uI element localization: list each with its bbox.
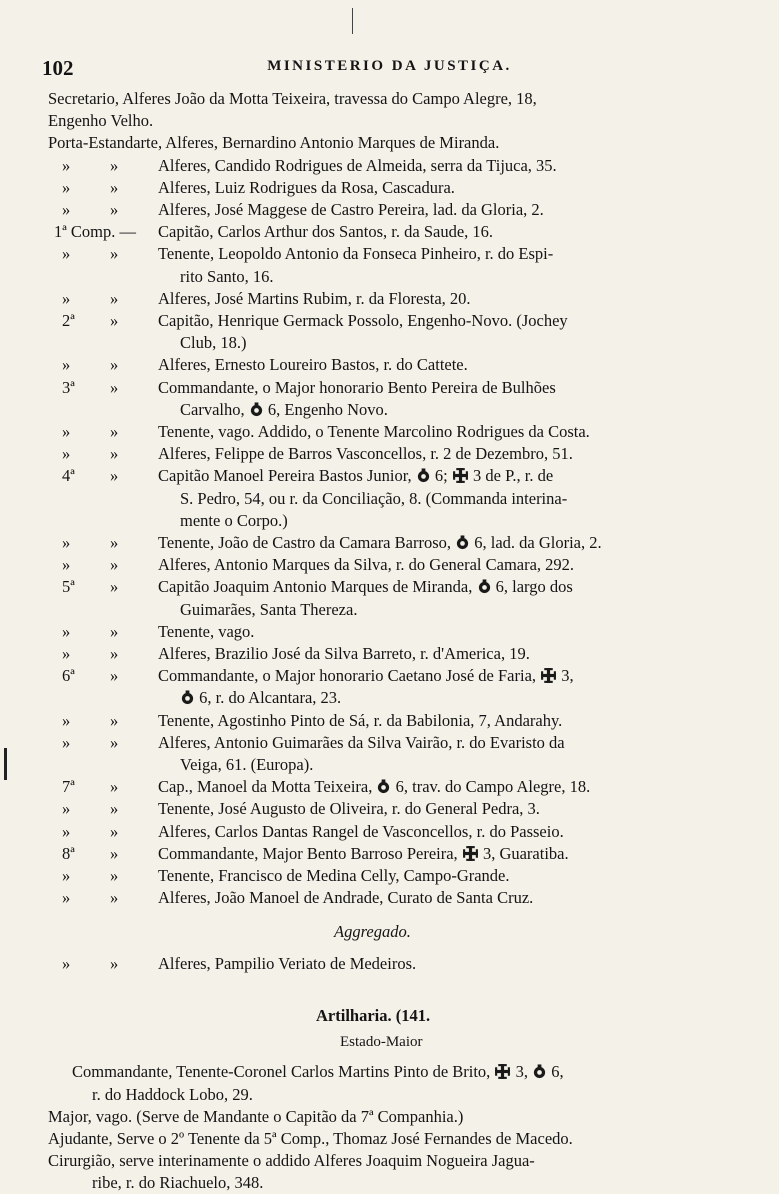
text-line: [0, 332, 779, 354]
company-marker: »: [62, 422, 71, 441]
estado-maior-heading: [0, 1031, 779, 1053]
text-fragment: 6,: [551, 1062, 564, 1082]
company-marker: »: [62, 732, 71, 752]
rose-order-icon: [376, 779, 391, 794]
rose-order-icon: [532, 1064, 547, 1079]
entry-text: Tenente, Leopoldo Antonio da Fonseca Pinheiro, r. do Espi-: [158, 244, 554, 264]
artilharia-heading-text: Artilharia. (141.: [316, 1006, 431, 1026]
ditto-marker: »: [110, 355, 119, 375]
ditto-marker: »: [110, 843, 119, 863]
text-line: [0, 687, 779, 709]
text-fragment: 6, largo dos: [495, 577, 573, 597]
text-line: [0, 510, 779, 532]
entry-text: [158, 843, 569, 865]
top-rule: [352, 8, 353, 34]
text-line: [0, 221, 779, 243]
text-line: [0, 599, 779, 621]
entry-text: Alferes, Antonio Guimarães da Silva Vairão, r. do Evaristo da: [158, 732, 565, 752]
text-fragment: 3,: [515, 1062, 528, 1082]
ditto-marker: »: [110, 621, 119, 641]
ditto-marker: »: [110, 555, 119, 575]
text-line: [0, 953, 779, 975]
ditto-marker: »: [110, 200, 119, 219]
text-line: [0, 576, 779, 598]
company-marker: »: [62, 288, 71, 308]
text-line: [0, 798, 779, 820]
text-line: [0, 110, 779, 132]
text-line: [0, 399, 779, 421]
ditto-marker: »: [110, 155, 119, 175]
text-fragment: Capitão Manoel Pereira Bastos Junior,: [158, 466, 412, 486]
entry-text: Alferes, Luiz Rodrigues da Rosa, Cascadura.: [158, 177, 455, 197]
text-line: [0, 843, 779, 865]
ditto-marker: »: [110, 799, 119, 819]
text-fragment: 6, Engenho Novo.: [267, 399, 388, 419]
entry-text: Capitão, Carlos Arthur dos Santos, r. da Saude, 16.: [158, 222, 494, 242]
ditto-marker: »: [110, 377, 119, 397]
ditto-marker: »: [110, 577, 119, 597]
continuation-text: [180, 399, 388, 421]
company-marker: 3ª: [62, 377, 75, 397]
text-line: [0, 443, 779, 465]
entry-text: Tenente, Agostinho Pinto de Sá, r. da Babilonia, 7, Andarahy.: [158, 710, 563, 730]
entry-text: Alferes, Carlos Dantas Rangel de Vasconcellos, r. do Passeio.: [158, 821, 564, 841]
rose-order-icon: [180, 690, 195, 705]
text-line: [0, 1084, 779, 1106]
text-line: [0, 266, 779, 288]
text-line: [0, 1061, 779, 1083]
entry-text: [158, 465, 553, 487]
text-fragment: 3 de P., r. de: [473, 466, 554, 486]
text-line: [0, 488, 779, 510]
continuation-text: S. Pedro, 54, ou r. da Conciliação, 8. (Commanda interina-: [180, 488, 568, 508]
ditto-marker: »: [110, 288, 119, 308]
entry-text: Tenente, vago.: [158, 621, 255, 641]
page-header: [0, 56, 779, 80]
company-marker: »: [62, 710, 71, 730]
entry-text: Alferes, José Maggese de Castro Pereira, lad. da Gloria, 2.: [158, 200, 544, 219]
rose-order-icon: [477, 579, 492, 594]
company-marker: 6ª: [62, 666, 75, 686]
text-line: [0, 377, 779, 399]
line-text: Ajudante, Serve o 2º Tenente da 5ª Comp., Thomaz José Fernandes de Macedo.: [48, 1129, 573, 1148]
entry-text: Alferes, Felippe de Barros Vasconcellos, r. 2 de Dezembro, 51.: [158, 444, 573, 464]
company-marker: »: [62, 533, 71, 552]
company-marker: 2ª: [62, 311, 75, 330]
company-marker: »: [62, 821, 71, 841]
text-fragment: Commandante, Tenente-Coronel Carlos Martins Pinto de Brito,: [72, 1062, 491, 1082]
ditto-marker: »: [110, 177, 119, 197]
text-line: [0, 310, 779, 332]
text-line: [0, 732, 779, 754]
text-line: [0, 1150, 779, 1172]
entry-text: Tenente, vago. Addido, o Tenente Marcolino Rodrigues da Costa.: [158, 422, 590, 441]
aggregado-heading-text: Aggregado.: [334, 922, 411, 942]
line-text: Porta-Estandarte, Alferes, Bernardino Antonio Marques de Miranda.: [48, 133, 500, 153]
artilharia-heading: [0, 1005, 779, 1027]
text-line: [0, 199, 779, 221]
continuation-text: Club, 18.): [180, 333, 247, 353]
ditto-marker: »: [110, 777, 119, 797]
text-fragment: Cap., Manoel da Motta Teixeira,: [158, 777, 373, 797]
entry-text: [158, 776, 590, 798]
text-line: [0, 665, 779, 687]
company-marker: »: [62, 555, 71, 575]
ditto-marker: »: [110, 644, 119, 663]
cross-decoration-icon: [462, 845, 479, 862]
text-fragment: Commandante, Major Bento Barroso Pereira,: [158, 843, 458, 863]
company-marker: »: [62, 155, 71, 175]
text-line: [0, 1106, 779, 1128]
ditto-marker: »: [110, 533, 119, 552]
text-line: [0, 88, 779, 110]
company-marker: »: [62, 444, 71, 464]
continuation-text: rito Santo, 16.: [180, 266, 274, 286]
text-fragment: Carvalho,: [180, 399, 245, 419]
company-marker: »: [62, 177, 71, 197]
company-marker: »: [62, 200, 71, 219]
text-line: [0, 643, 779, 665]
text-line: [0, 177, 779, 199]
page-title: MINISTERIO DA JUSTIÇA.: [267, 58, 512, 74]
entry-text: Alferes, José Martins Rubim, r. da Floresta, 20.: [158, 288, 471, 308]
text-fragment: 3, Guaratiba.: [482, 843, 569, 863]
entry-text: Alferes, Candido Rodrigues de Almeida, serra da Tijuca, 35.: [158, 155, 557, 175]
continuation-text: r. do Haddock Lobo, 29.: [92, 1084, 253, 1104]
text-fragment: 6;: [434, 466, 448, 486]
company-marker: »: [62, 888, 71, 908]
entry-text: Alferes, Ernesto Loureiro Bastos, r. do Cattete.: [158, 355, 468, 375]
ditto-marker: »: [110, 244, 119, 264]
text-line: [0, 132, 779, 154]
company-marker: 8ª: [62, 843, 75, 863]
entry-text: Alferes, Brazilio José da Silva Barreto, r. d'America, 19.: [158, 644, 530, 663]
company-marker: »: [62, 644, 71, 663]
continuation-text: mente o Corpo.): [180, 510, 288, 530]
text-fragment: 3,: [561, 666, 574, 686]
text-fragment: Tenente, João de Castro da Camara Barroso,: [158, 533, 451, 552]
continuation-text: ribe, r. do Riachuelo, 348.: [92, 1173, 264, 1193]
line-text: Major, vago. (Serve de Mandante o Capitão da 7ª Companhia.): [48, 1106, 464, 1126]
text-fragment: 6, r. do Alcantara, 23.: [199, 688, 342, 708]
aggregado-heading: [0, 921, 779, 943]
page-number: 102: [42, 56, 74, 80]
text-line: [0, 1128, 779, 1150]
company-marker: »: [62, 954, 71, 974]
text-fragment: 6, trav. do Campo Alegre, 18.: [395, 777, 591, 797]
ditto-marker: »: [110, 444, 119, 464]
rose-order-icon: [416, 468, 431, 483]
text-line: [0, 155, 779, 177]
entry-text: Tenente, Francisco de Medina Celly, Campo-Grande.: [158, 866, 510, 885]
line-text: Secretario, Alferes João da Motta Teixeira, travessa do Campo Alegre, 18,: [48, 89, 537, 108]
entry-text: Commandante, o Major honorario Bento Pereira de Bulhões: [158, 377, 556, 397]
ditto-marker: »: [110, 888, 119, 908]
text-line: [0, 754, 779, 776]
entry-text: [158, 665, 574, 687]
text-fragment: Capitão Joaquim Antonio Marques de Miranda,: [158, 577, 473, 597]
rose-order-icon: [249, 402, 264, 417]
text-line: [0, 865, 779, 887]
ditto-marker: »: [110, 666, 119, 686]
text-line: [0, 887, 779, 909]
ditto-marker: »: [110, 466, 119, 486]
company-marker: »: [62, 355, 71, 375]
text-line: [0, 710, 779, 732]
rose-order-icon: [455, 535, 470, 550]
company-marker: »: [62, 866, 71, 885]
text-line: [0, 776, 779, 798]
company-marker: »: [62, 621, 71, 641]
cross-decoration-icon: [452, 467, 469, 484]
company-marker: 5ª: [62, 577, 75, 597]
ditto-marker: »: [110, 954, 119, 974]
entry-text: [158, 532, 602, 554]
text-fragment: Commandante, o Major honorario Caetano José de Faria,: [158, 666, 537, 686]
continuation-text: [180, 687, 341, 709]
ditto-marker: »: [110, 866, 119, 885]
ditto-marker: »: [110, 732, 119, 752]
text-line: [0, 421, 779, 443]
ditto-marker: »: [110, 710, 119, 730]
ditto-marker: »: [110, 311, 119, 330]
ditto-marker: »: [110, 422, 119, 441]
text-fragment: 6, lad. da Gloria, 2.: [474, 533, 602, 552]
text-line: [0, 554, 779, 576]
entry-text: Alferes, Pampilio Veriato de Medeiros.: [158, 954, 417, 974]
ditto-marker: »: [110, 821, 119, 841]
continuation-text: Guimarães, Santa Thereza.: [180, 599, 358, 619]
company-marker: 7ª: [62, 777, 75, 797]
text-line: [0, 532, 779, 554]
entry-text: Capitão, Henrique Germack Possolo, Engenho-Novo. (Jochey: [158, 311, 568, 330]
estado-maior-heading-text: Estado-Maior: [340, 1034, 423, 1051]
text-line: [0, 288, 779, 310]
text-line: [0, 621, 779, 643]
text-line: [0, 1172, 779, 1194]
entry-text: Alferes, Antonio Marques da Silva, r. do General Camara, 292.: [158, 555, 575, 575]
text-line: [0, 354, 779, 376]
entry-text: Alferes, João Manoel de Andrade, Curato de Santa Cruz.: [158, 888, 534, 908]
cross-decoration-icon: [540, 667, 557, 684]
text-line: [0, 821, 779, 843]
text-line: [0, 465, 779, 487]
entry-text: [72, 1061, 564, 1083]
line-text: Engenho Velho.: [48, 111, 154, 131]
entry-text: [158, 576, 573, 598]
line-text: Cirurgião, serve interinamente o addido Alferes Joaquim Nogueira Jagua-: [48, 1151, 535, 1171]
text-line: [0, 243, 779, 265]
company-marker: 4ª: [62, 466, 75, 486]
company-marker: 1ª Comp. —: [54, 222, 137, 242]
company-marker: »: [62, 799, 71, 819]
company-marker: »: [62, 244, 71, 264]
cross-decoration-icon: [494, 1063, 511, 1080]
continuation-text: Veiga, 61. (Europa).: [180, 755, 314, 774]
entry-text: Tenente, José Augusto de Oliveira, r. do General Pedra, 3.: [158, 799, 540, 819]
